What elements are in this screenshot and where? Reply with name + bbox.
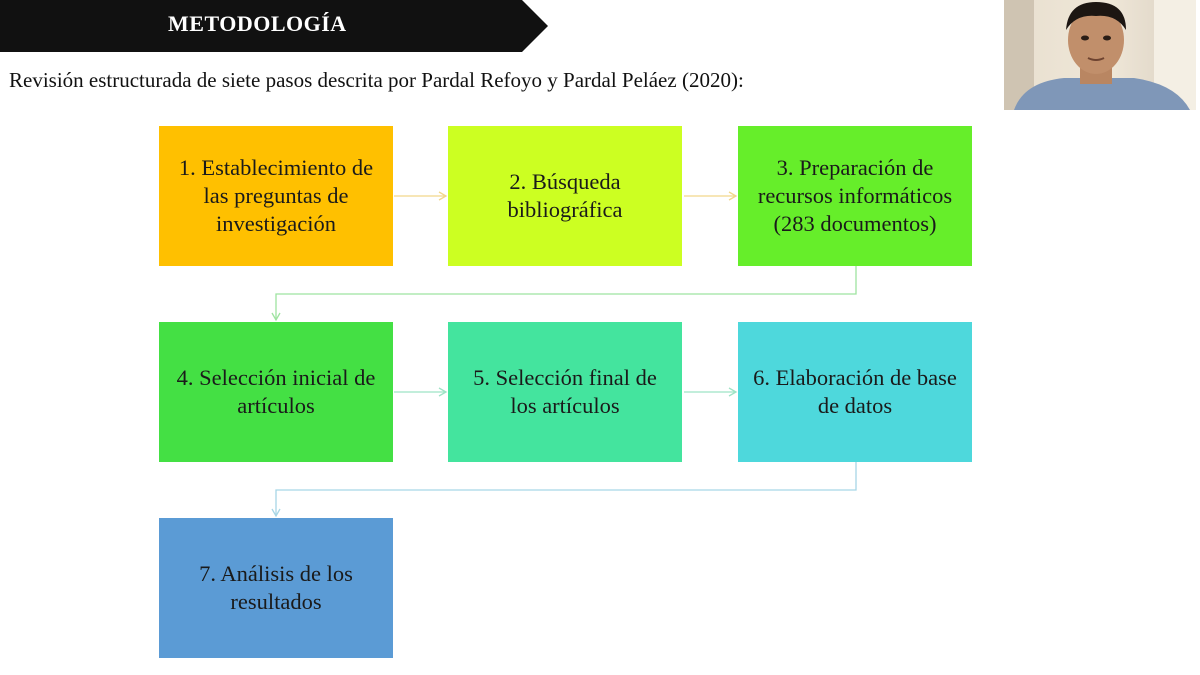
step-7-label: 7. Análisis de los resultados	[199, 561, 353, 614]
arrow-step5-to-step6	[684, 388, 736, 396]
step-6-box	[738, 322, 972, 462]
step-6-label: 6. Elaboración de base de datos	[753, 365, 957, 418]
step-5-label: 5. Selección final de los artículos	[473, 365, 657, 418]
step-7-box	[159, 518, 393, 658]
arrow-step3-to-step4	[272, 266, 856, 320]
step-5-box	[448, 322, 682, 462]
step-3-label: 3. Preparación de recursos informáticos (283 documentos)	[757, 155, 953, 236]
arrow-step6-to-step7	[272, 462, 856, 516]
step-3-box	[738, 126, 972, 266]
step-1-label: 1. Establecimiento de las preguntas de investigación	[178, 155, 374, 236]
step-2-box	[448, 126, 682, 266]
arrow-step2-to-step3	[684, 192, 736, 200]
page-title: METODOLOGÍA	[168, 11, 347, 36]
step-4-box	[159, 322, 393, 462]
step-4-label: 4. Selección inicial de artículos	[176, 365, 376, 418]
arrow-step4-to-step5	[394, 388, 446, 396]
step-1-box	[159, 126, 393, 266]
step-2-label: 2. Búsqueda bibliográfica	[507, 169, 623, 222]
subtitle: Revisión estructurada de siete pasos descrita por Pardal Refoyo y Pardal Peláez (2020):	[9, 68, 744, 92]
arrow-step1-to-step2	[394, 192, 446, 200]
